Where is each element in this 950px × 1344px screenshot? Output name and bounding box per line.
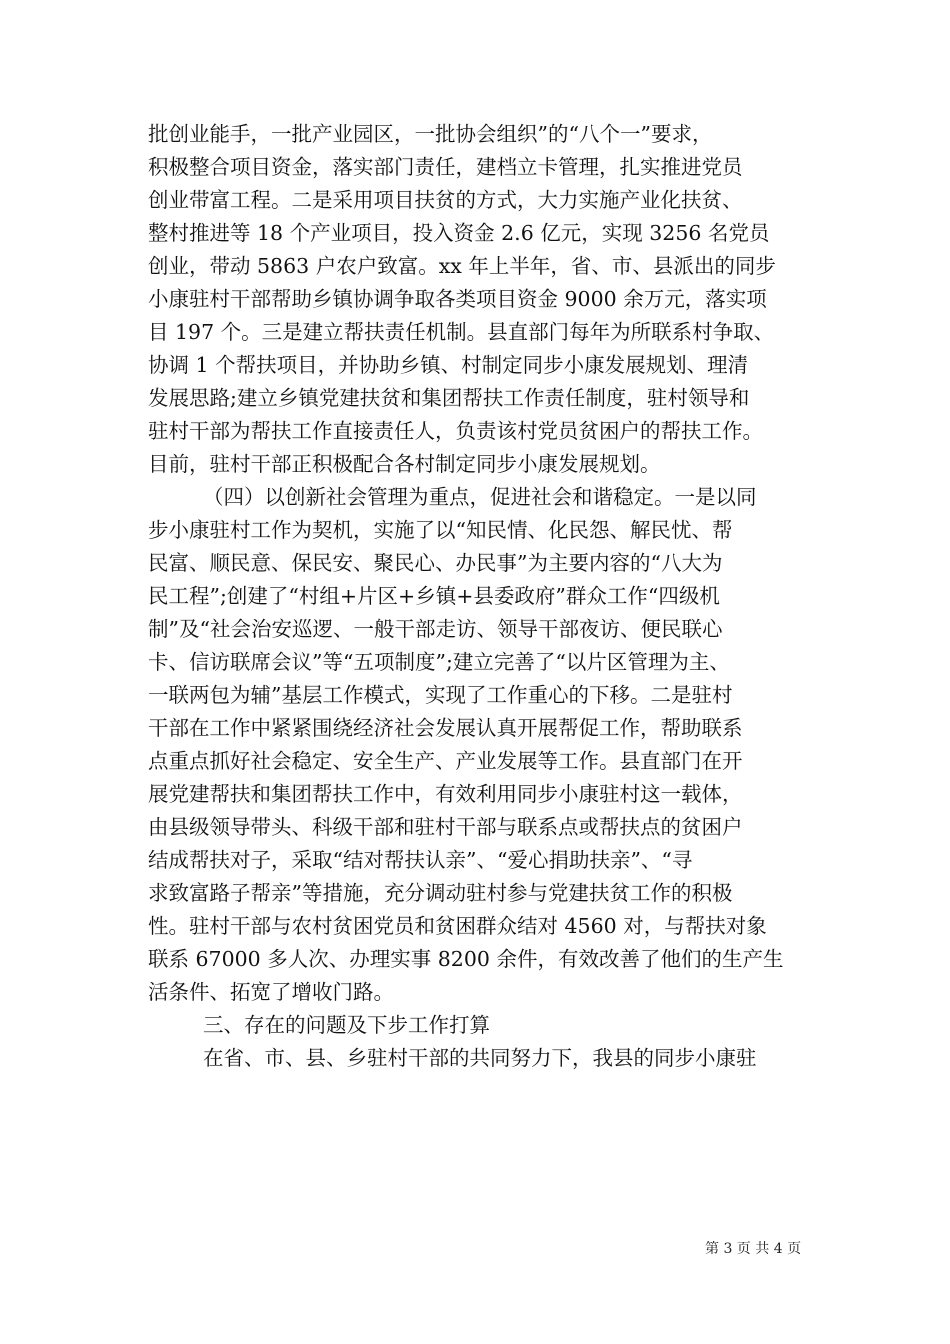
text-line: 在省、市、县、乡驻村干部的共同努力下，我县的同步小康驻 xyxy=(203,1046,757,1070)
text-line: 展党建帮扶和集团帮扶工作中，有效利用同步小康驻村这一载体， xyxy=(148,782,743,806)
text-line: 制”及“社会治安巡逻、一般干部走访、领导干部夜访、便民联心 xyxy=(148,617,723,641)
text-line: 发展思路;建立乡镇党建扶贫和集团帮扶工作责任制度，驻村领导和 xyxy=(148,386,750,410)
text-line: 活条件、拓宽了增收门路。 xyxy=(148,980,394,1004)
text-line: （四）以创新社会管理为重点，促进社会和谐稳定。一是以同 xyxy=(203,485,757,509)
text-line: 卡、信访联席会议”等“五项制度”;建立完善了“以片区管理为主、 xyxy=(148,650,730,674)
text-line: 民工程”;创建了“村组+片区+乡镇+县委政府”群众工作“四级机 xyxy=(148,584,720,608)
text-line: 干部在工作中紧紧围绕经济社会发展认真开展帮促工作，帮助联系 xyxy=(148,716,743,740)
text-line: 积极整合项目资金，落实部门责任，建档立卡管理，扎实推进党员 xyxy=(148,155,743,179)
text-line: 性。驻村干部与农村贫困党员和贫困群众结对 4560 对，与帮扶对象 xyxy=(148,914,767,938)
text-line: 一联两包为辅”基层工作模式，实现了工作重心的下移。二是驻村 xyxy=(148,683,733,707)
text-line: 创业带富工程。二是采用项目扶贫的方式，大力实施产业化扶贫、 xyxy=(148,188,743,212)
text-line: 三、存在的问题及下步工作打算 xyxy=(203,1013,490,1037)
text-line: 由县级领导带头、科级干部和驻村干部与联系点或帮扶点的贫困户 xyxy=(148,815,743,839)
text-line: 驻村干部为帮扶工作直接责任人，负责该村党员贫困户的帮扶工作。 xyxy=(148,419,763,443)
text-line: 结成帮扶对子，采取“结对帮扶认亲”、“爱心捐助扶亲”、“寻 xyxy=(148,848,693,872)
text-line: 点重点抓好社会稳定、安全生产、产业发展等工作。县直部门在开 xyxy=(148,749,743,773)
document-body xyxy=(148,118,828,1075)
text-line: 步小康驻村工作为契机，实施了以“知民情、化民怨、解民忧、帮 xyxy=(148,518,733,542)
text-line: 小康驻村干部帮助乡镇协调争取各类项目资金 9000 余万元，落实项 xyxy=(148,287,767,311)
text-line: 批创业能手，一批产业园区，一批协会组织”的“八个一”要求， xyxy=(148,122,713,146)
text-line: 创业，带动 5863 户农户致富。xx 年上半年，省、市、县派出的同步 xyxy=(148,254,776,278)
text-line: 目前，驻村干部正积极配合各村制定同步小康发展规划。 xyxy=(148,452,661,476)
text-line: 整村推进等 18 个产业项目，投入资金 2.6 亿元，实现 3256 名党员 xyxy=(148,221,770,245)
page-number-footer: 第 3 页 共 4 页 xyxy=(705,1241,802,1257)
text-line: 目 197 个。三是建立帮扶责任机制。县直部门每年为所联系村争取、 xyxy=(148,320,775,344)
text-line: 联系 67000 多人次、办理实事 8200 余件，有效改善了他们的生产生 xyxy=(148,947,784,971)
text-line: 民富、顺民意、保民安、聚民心、办民事”为主要内容的“八大为 xyxy=(148,551,723,575)
text-line: 协调 1 个帮扶项目，并协助乡镇、村制定同步小康发展规划、理清 xyxy=(148,353,749,377)
text-line: 求致富路子帮亲”等措施，充分调动驻村参与党建扶贫工作的积极 xyxy=(148,881,733,905)
